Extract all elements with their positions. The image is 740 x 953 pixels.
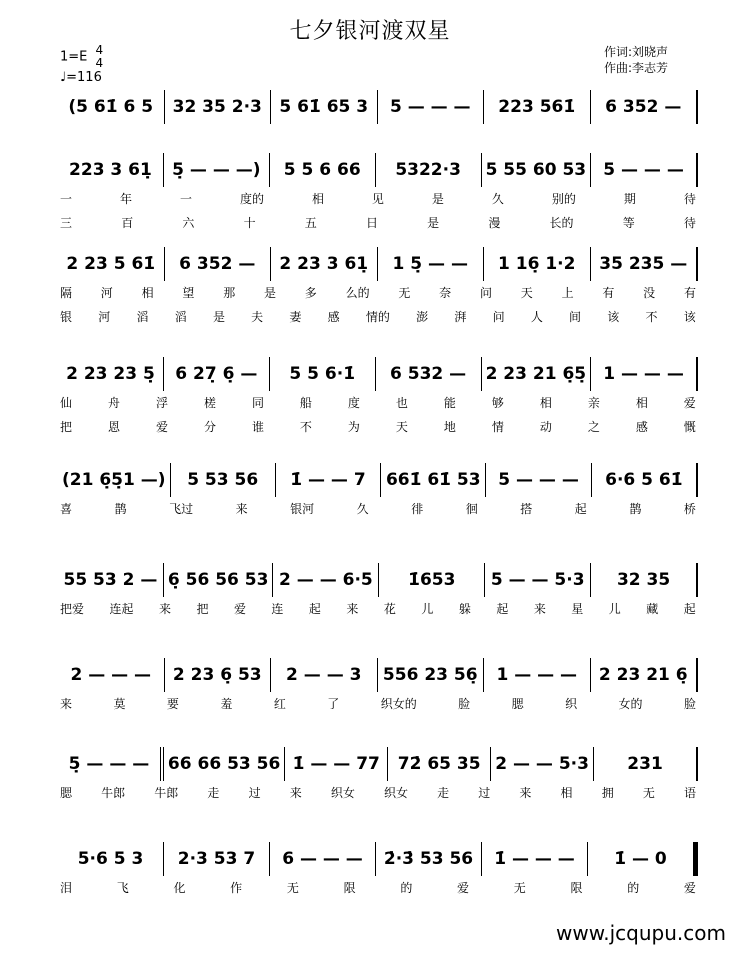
lyric-word: 地 (443, 420, 456, 434)
lyric-word: 相 (560, 786, 573, 800)
measure: 6 352 — (165, 247, 272, 281)
measure: 5 — — — (378, 90, 485, 124)
lyric-word: 无 (398, 286, 411, 300)
measure: 2̇·3̇ 53 56 (376, 842, 482, 876)
score-system (58, 563, 698, 621)
measure: 2·3 53 7 (164, 842, 270, 876)
measure: 2 23 23 5̣ (58, 357, 164, 391)
lyric-word: 有 (602, 286, 615, 300)
lyric-word: 爱 (233, 602, 246, 616)
measure: 5 5 6·1̇ (270, 357, 376, 391)
lyric-word: 星 (571, 602, 584, 616)
measure: 5 55 60 53 (482, 153, 592, 187)
notes-line (58, 658, 698, 692)
lyric-word: 该 (683, 310, 696, 324)
lyric-word: 鹊 (114, 502, 127, 516)
lyric-word: 织女 (383, 786, 408, 800)
lyric-word: 拥 (601, 786, 614, 800)
lyric-word: 桥 (683, 502, 696, 516)
lyric-word: 是 (431, 192, 444, 206)
measure: 5 — — 5·3 (485, 563, 591, 597)
lyric-word: 连 (271, 602, 284, 616)
score-system (58, 842, 698, 900)
lyric-word: 人 (530, 310, 543, 324)
measure: 1̇653 (379, 563, 485, 597)
measure: 35 235 — (591, 247, 699, 281)
lyric-word: 度的 (239, 192, 264, 206)
lyric-word: 走 (207, 786, 220, 800)
lyric-word: 莫 (113, 697, 126, 711)
lyric-word: 来 (235, 502, 248, 516)
lyric-word: 泪 (60, 881, 73, 895)
measure: 5̣ — — —) (164, 153, 270, 187)
measure: 1̇ — — 7 (276, 463, 381, 497)
notes-line (58, 153, 698, 187)
measure: 5 — — — (486, 463, 591, 497)
lyric-word: 相 (141, 286, 154, 300)
tempo-marking: ♩=116 (60, 70, 102, 85)
lyric-word: 谁 (251, 420, 264, 434)
measure: 223 3 61̣ (58, 153, 164, 187)
measure: 5·6 5 3 (58, 842, 164, 876)
measure: 1̇ — 0 (588, 842, 698, 876)
lyric-word: 河 (100, 286, 113, 300)
lyric-word: 待 (683, 192, 696, 206)
lyric-word: 舟 (107, 396, 120, 410)
lyric-word: 的 (400, 881, 413, 895)
measure: 2 — — — (58, 658, 165, 692)
lyric-word: 女的 (618, 697, 643, 711)
measure: 5̣ — — — (58, 747, 164, 781)
lyric-word: 十 (243, 216, 256, 230)
lyric-word: 没 (643, 286, 656, 300)
lyric-word: 别的 (551, 192, 576, 206)
lyric-word: 待 (683, 216, 696, 230)
lyric-line (58, 876, 698, 900)
lyric-word: 的 (627, 881, 640, 895)
notes-line (58, 463, 698, 497)
time-bottom: 4 (95, 56, 104, 70)
lyric-word: 爱 (683, 881, 696, 895)
lyric-word: 羞 (220, 697, 233, 711)
lyric-word: 不 (299, 420, 312, 434)
lyric-word: 爱 (155, 420, 168, 434)
measure: 2 — — 5·3 (491, 747, 594, 781)
lyric-word: 躲 (458, 602, 471, 616)
lyric-word: 起 (683, 602, 696, 616)
measure: 5 53 56 (171, 463, 276, 497)
lyric-word: 红 (273, 697, 286, 711)
lyric-word: 妻 (289, 310, 302, 324)
lyric-word: 把 (60, 420, 73, 434)
score-system (58, 247, 698, 329)
lyric-word: 腮 (60, 786, 73, 800)
lyric-word: 喜 (60, 502, 73, 516)
lyric-word: 期 (623, 192, 636, 206)
lyricist: 作词:刘晓声 (604, 45, 669, 59)
lyric-word: 日 (365, 216, 378, 230)
lyric-word: 问 (492, 310, 505, 324)
lyric-word: 能 (443, 396, 456, 410)
measure: 6 352 — (591, 90, 699, 124)
score-system (58, 747, 698, 805)
credits (604, 44, 668, 76)
measure: 2 23 6̣ 53 (165, 658, 272, 692)
lyric-word: 等 (622, 216, 635, 230)
score-system (58, 90, 698, 124)
lyric-word: 起 (308, 602, 321, 616)
lyric-word: 也 (395, 396, 408, 410)
lyric-word: 飞过 (169, 502, 194, 516)
score-system (58, 357, 698, 439)
lyric-line (58, 391, 698, 415)
lyric-word: 恩 (107, 420, 120, 434)
measure: 231 (594, 747, 698, 781)
lyric-word: 情 (491, 420, 504, 434)
lyric-word: 是 (427, 216, 440, 230)
lyric-word: 有 (683, 286, 696, 300)
lyric-word: 湃 (454, 310, 467, 324)
lyric-line (58, 415, 698, 439)
measure: 5 61̇ 65 3 (271, 90, 378, 124)
time-top: 4 (95, 43, 104, 57)
measure: 2 — — 6·5 (273, 563, 379, 597)
measure: 55 53 2 — (58, 563, 164, 597)
lyric-word: 藏 (646, 602, 659, 616)
lyric-word: 河 (98, 310, 111, 324)
lyric-word: 是 (263, 286, 276, 300)
lyric-line (58, 497, 698, 521)
lyric-word: 相 (311, 192, 324, 206)
lyric-word: 度 (347, 396, 360, 410)
measure: 32 35 2·3 (165, 90, 272, 124)
lyric-word: 相 (539, 396, 552, 410)
lyric-word: 多 (304, 286, 317, 300)
lyric-word: 儿 (421, 602, 434, 616)
lyric-word: 来 (533, 602, 546, 616)
measure: 5 5 6 66 (270, 153, 376, 187)
lyric-word: 无 (513, 881, 526, 895)
notes-line (58, 90, 698, 124)
lyric-word: 隔 (60, 286, 73, 300)
measure: 5 — — — (591, 153, 698, 187)
lyric-word: 澎 (416, 310, 429, 324)
lyric-word: 腮 (511, 697, 524, 711)
lyric-word: 分 (203, 420, 216, 434)
notes-line (58, 747, 698, 781)
lyric-word: 起 (574, 502, 587, 516)
lyric-word: 么的 (345, 286, 370, 300)
measure: 6̣ 56 56 53 (164, 563, 274, 597)
lyric-word: 滔 (136, 310, 149, 324)
lyric-word: 牛郎 (154, 786, 179, 800)
lyric-word: 走 (437, 786, 450, 800)
measure: 66 66 53 56 (164, 747, 285, 781)
key-signature (60, 44, 103, 70)
measure: 556 23 56̣ (378, 658, 485, 692)
lyric-word: 织女的 (380, 697, 417, 711)
lyric-word: 一 (60, 192, 73, 206)
lyric-word: 同 (251, 396, 264, 410)
lyric-word: 化 (173, 881, 186, 895)
lyric-word: 起 (496, 602, 509, 616)
lyric-word: 花 (383, 602, 396, 616)
lyric-word: 银 (60, 310, 73, 324)
lyric-word: 亲 (587, 396, 600, 410)
lyric-word: 百 (121, 216, 134, 230)
lyric-word: 把爱 (60, 602, 85, 616)
measure: 1 16̣ 1·2 (484, 247, 591, 281)
lyric-word: 三 (60, 216, 73, 230)
lyric-word: 久 (491, 192, 504, 206)
lyric-word: 六 (182, 216, 195, 230)
lyric-word: 织 (565, 697, 578, 711)
measure: 6 27̣ 6̣ — (164, 357, 270, 391)
lyric-word: 五 (304, 216, 317, 230)
lyric-word: 徊 (465, 502, 478, 516)
measure: 72̇ 65 35 (388, 747, 491, 781)
lyric-word: 天 (520, 286, 533, 300)
lyric-word: 槎 (203, 396, 216, 410)
lyric-word: 漫 (488, 216, 501, 230)
lyric-word: 来 (519, 786, 532, 800)
lyric-word: 夫 (251, 310, 264, 324)
measure: 32 35 (591, 563, 698, 597)
score-system (58, 463, 698, 521)
lyric-word: 那 (223, 286, 236, 300)
lyric-word: 情的 (365, 310, 390, 324)
measure: 5322·3 (376, 153, 482, 187)
measure: 6 532 — (376, 357, 482, 391)
time-signature (96, 44, 104, 70)
lyric-word: 仙 (60, 396, 73, 410)
watermark: www.jcqupu.com (556, 921, 726, 945)
lyric-word: 银河 (290, 502, 315, 516)
measure: 2 23 3 61̣ (271, 247, 378, 281)
lyric-line (58, 692, 698, 716)
lyric-word: 过 (478, 786, 491, 800)
measure: 6 — — — (270, 842, 376, 876)
lyric-word: 无 (642, 786, 655, 800)
lyric-word: 不 (645, 310, 658, 324)
lyric-word: 问 (479, 286, 492, 300)
measure: 2 — — 3 (271, 658, 378, 692)
lyric-word: 相 (635, 396, 648, 410)
measure: 661̇ 61̇ 53 (381, 463, 486, 497)
lyric-line (58, 211, 698, 235)
lyric-word: 连起 (109, 602, 134, 616)
measure: 223 561̇ (484, 90, 591, 124)
lyric-word: 年 (119, 192, 132, 206)
lyric-line (58, 187, 698, 211)
lyric-word: 上 (561, 286, 574, 300)
measure: 1 — — — (591, 357, 698, 391)
lyric-word: 之 (587, 420, 600, 434)
lyric-word: 语 (683, 786, 696, 800)
lyric-word: 来 (60, 697, 73, 711)
lyric-word: 够 (491, 396, 504, 410)
lyric-word: 该 (607, 310, 620, 324)
lyric-line (58, 305, 698, 329)
lyric-line (58, 281, 698, 305)
lyric-word: 脸 (683, 697, 696, 711)
score-system (58, 153, 698, 235)
key-label: 1=E (60, 49, 88, 65)
lyric-word: 把 (196, 602, 209, 616)
lyric-word: 限 (343, 881, 356, 895)
notes-line (58, 842, 698, 876)
measure: 1̇ — — — (482, 842, 588, 876)
lyric-word: 脸 (458, 697, 471, 711)
measure: (5 61̇ 6 5 (58, 90, 165, 124)
lyric-word: 了 (327, 697, 340, 711)
measure: 1 — — — (484, 658, 591, 692)
lyric-word: 奈 (439, 286, 452, 300)
measure: 6·6 5 61̇ (592, 463, 698, 497)
lyric-word: 飞 (116, 881, 129, 895)
lyric-word: 来 (289, 786, 302, 800)
lyric-word: 滔 (174, 310, 187, 324)
notes-line (58, 563, 698, 597)
lyric-word: 浮 (155, 396, 168, 410)
measure: 1 5̣ — — (378, 247, 485, 281)
measure: 1̇ — — 77 (285, 747, 388, 781)
lyric-word: 船 (299, 396, 312, 410)
lyric-word: 间 (569, 310, 582, 324)
lyric-word: 感 (635, 420, 648, 434)
lyric-word: 感 (327, 310, 340, 324)
measure: 2 23 5 61̇ (58, 247, 165, 281)
lyric-word: 过 (248, 786, 261, 800)
lyric-word: 搭 (520, 502, 533, 516)
lyric-word: 无 (286, 881, 299, 895)
lyric-word: 来 (158, 602, 171, 616)
measure: 2 23 21 6̣ (591, 658, 699, 692)
measure: 2 23 21 6̣5̣ (482, 357, 592, 391)
lyric-word: 久 (356, 502, 369, 516)
lyric-word: 慨 (683, 420, 696, 434)
lyric-word: 作 (230, 881, 243, 895)
lyric-word: 限 (570, 881, 583, 895)
lyric-line (58, 597, 698, 621)
lyric-word: 天 (395, 420, 408, 434)
lyric-word: 牛郎 (101, 786, 126, 800)
score-system (58, 658, 698, 716)
lyric-word: 织女 (330, 786, 355, 800)
notes-line (58, 247, 698, 281)
composer: 作曲:李志芳 (604, 61, 669, 75)
lyric-word: 望 (182, 286, 195, 300)
lyric-word: 见 (371, 192, 384, 206)
measure: (21 6̣5̣1 —) (58, 463, 171, 497)
lyric-word: 爱 (683, 396, 696, 410)
lyric-word: 要 (166, 697, 179, 711)
lyric-line (58, 781, 698, 805)
lyric-word: 长的 (549, 216, 574, 230)
lyric-word: 动 (539, 420, 552, 434)
notes-line (58, 357, 698, 391)
lyric-word: 鹊 (629, 502, 642, 516)
song-title: 七夕银河渡双星 (289, 19, 451, 44)
lyric-word: 爱 (457, 881, 470, 895)
lyric-word: 为 (347, 420, 360, 434)
lyric-word: 徘 (411, 502, 424, 516)
lyric-word: 儿 (608, 602, 621, 616)
lyric-word: 是 (212, 310, 225, 324)
lyric-word: 来 (346, 602, 359, 616)
lyric-word: 一 (179, 192, 192, 206)
